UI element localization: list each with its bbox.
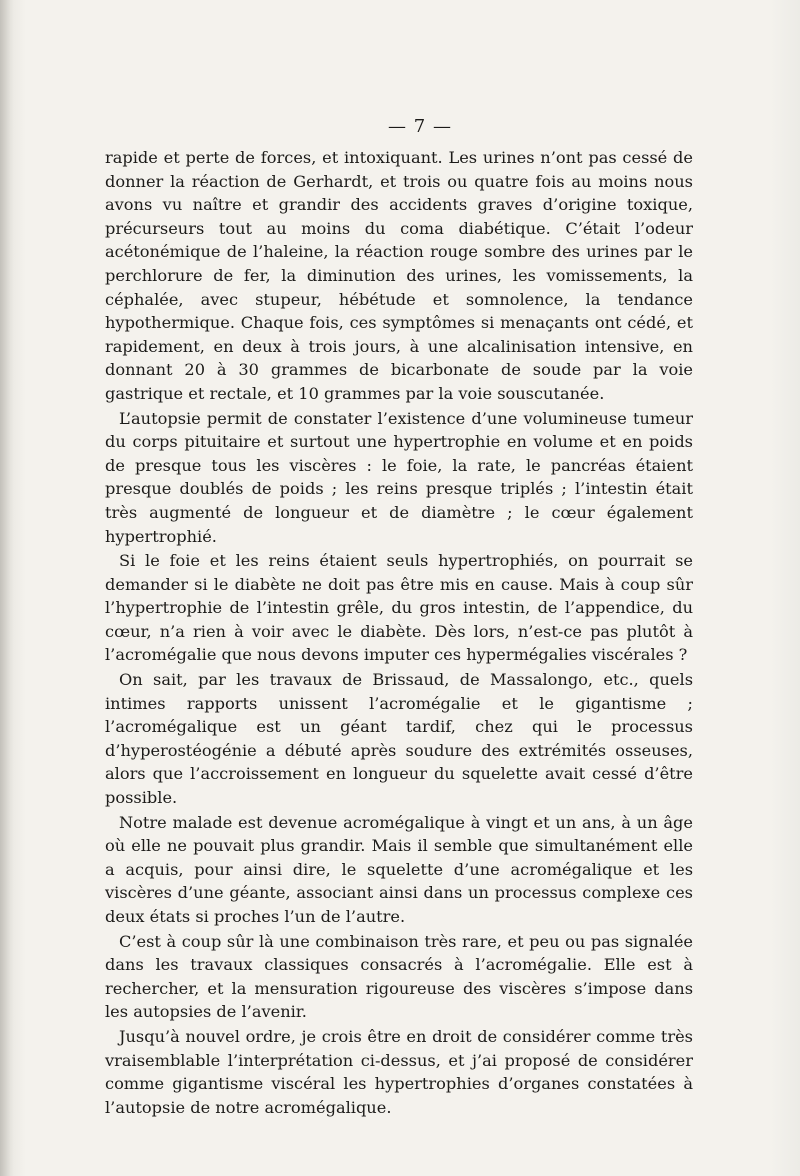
paragraph-1: rapide et perte de forces, et intoxiquant. Les urines n’ont pas cessé de donner la réaction de Gerhardt, et trois ou quatre fois au moins nous avons vu naître et grandir des accidents graves d’origine toxique, précurseurs tout au moins du coma diabétique. C’était l’odeur acétonémique de l’haleine, la réaction rouge sombre des urines par le perchlorure de fer, la diminution des urines, les vomissements, la céphalée, avec stupeur, hébétude et somnolence, la tendance hypothermique. Chaque fois, ces symptômes si menaçants ont cédé, et rapidement, en deux à trois jours, à une alcalinisation intensive, en donnant 20 à 30 grammes de bicarbonate de soude par la voie gastrique et rectale, et 10 grammes par la voie souscutanée. — [105, 148, 693, 403]
paragraph-3: Si le foie et les reins étaient seuls hypertrophiés, on pourrait se demander si le diabète ne doit pas être mis en cause. Mais à coup sûr l’hypertrophie de l’intestin grêle, du gros intestin, de l’appendice, du cœur, n’a rien à voir avec le diabète. Dès lors, n’est-ce pas plutôt à l’acromégalie que nous devons imputer ces hypermégalies viscérales ? — [105, 551, 693, 665]
binding-shadow — [0, 0, 14, 1176]
body-text — [105, 146, 693, 1119]
paragraph-4: On sait, par les travaux de Brissaud, de Massalongo, etc., quels intimes rapports unissent l’acromégalie et le gigantisme ; l’acromégalique est un géant tardif, chez qui le processus d’hyperostéogénie a débuté après soudure des extrémités osseuses, alors que l’accroissement en longueur du squelette avait cessé d’être possible. — [105, 670, 693, 808]
paragraph-5: Notre malade est devenue acromégalique à vingt et un ans, à un âge où elle ne pouvait plus grandir. Mais il semble que simultanément elle a acquis, pour ainsi dire, le squelette d’une acromégalique et les viscères d’une géante, associant ainsi dans un processus complexe ces deux états si proches l’un de l’autre. — [105, 812, 693, 926]
paragraph-6: C’est à coup sûr là une combinaison très rare, et peu ou pas signalée dans les travaux classiques consacrés à l’acromégalie. Elle est à rechercher, et la mensuration rigoureuse des viscères s’impose dans les autopsies de l’avenir. — [105, 931, 693, 1022]
paragraph-7: Jusqu’à nouvel ordre, je crois être en droit de considérer comme très vraisemblable l’interprétation ci-dessus, et j’ai proposé de considérer comme gigantisme viscéral les hypertrophies d’organes constatées à l’autopsie de notre acromégalique. — [105, 1026, 693, 1117]
page-number: — 7 — — [388, 116, 452, 137]
paragraph-2: L’autopsie permit de constater l’existence d’une volumineuse tumeur du corps pituitaire et surtout une hypertrophie en volume et en poids de presque tous les viscères : le foie, la rate, le pancréas étaient presque doublés de poids ; les reins presque triplés ; l’intestin était très augmenté de longueur et de diamètre ; le cœur également hypertrophié. — [105, 408, 693, 546]
